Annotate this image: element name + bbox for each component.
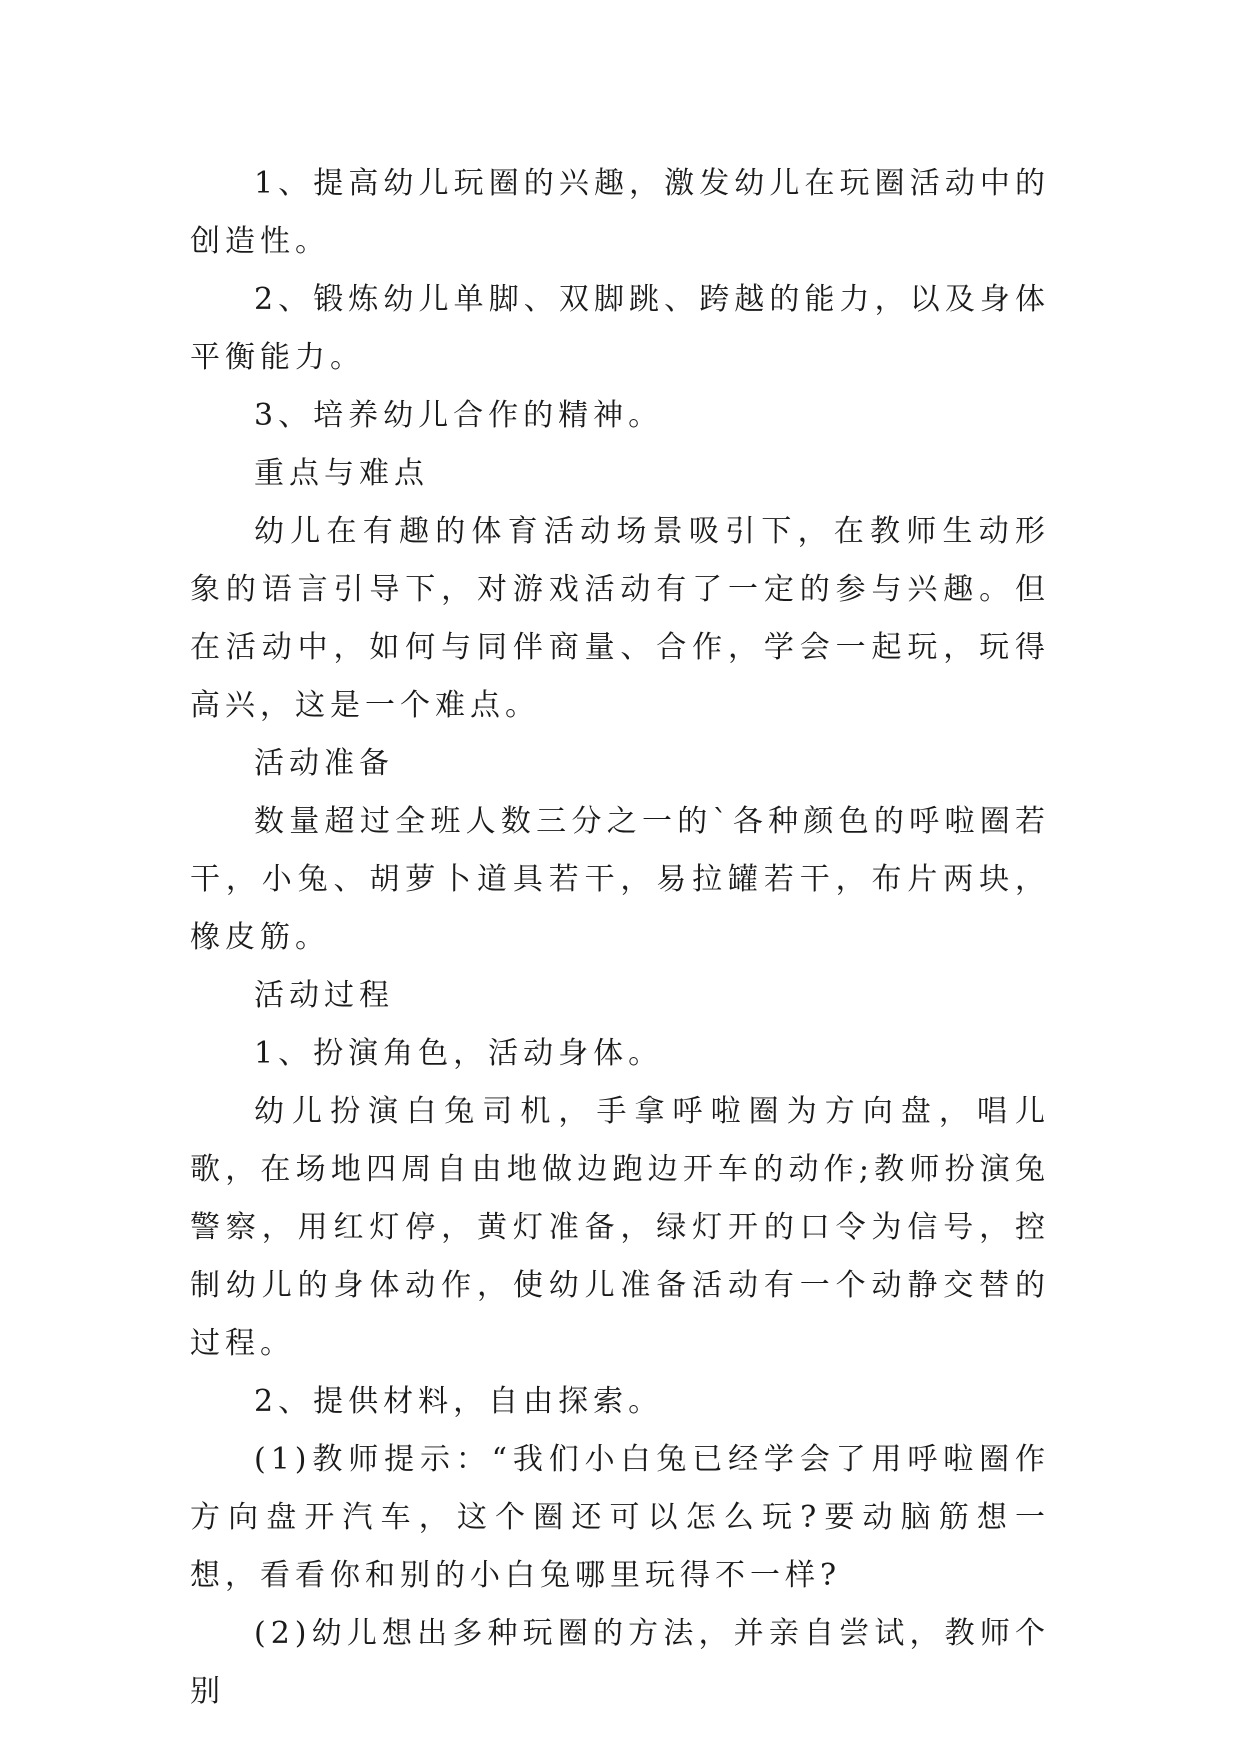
heading-key-points: 重点与难点 bbox=[254, 456, 429, 491]
document-body bbox=[190, 155, 1050, 1721]
paragraph-key-points: 幼儿在有趣的体育活动场景吸引下，在教师生动形象的语言引导下，对游戏活动有了一定的参与兴趣。但在活动中，如何与同伴商量、合作，学会一起玩，玩得高兴，这是一个难点。 bbox=[190, 514, 1050, 723]
paragraph-step-2-sub-2: (2)幼儿想出多种玩圈的方法，并亲自尝试，教师个别 bbox=[190, 1616, 1050, 1709]
heading-preparation: 活动准备 bbox=[254, 746, 394, 781]
paragraph-goal-3: 3、培养幼儿合作的精神。 bbox=[254, 398, 664, 433]
paragraph-step-1-detail: 幼儿扮演白兔司机，手拿呼啦圈为方向盘，唱儿歌，在场地四周自由地做边跑边开车的动作;教师扮演兔警察，用红灯停，黄灯准备，绿灯开的口令为信号，控制幼儿的身体动作，使幼儿准备活动有一个动静交替的过程。 bbox=[190, 1094, 1050, 1361]
paragraph-step-1: 1、扮演角色，活动身体。 bbox=[254, 1036, 664, 1071]
paragraph-goal-1: 1、提高幼儿玩圈的兴趣，激发幼儿在玩圈活动中的创造性。 bbox=[190, 166, 1050, 259]
paragraph-goal-2: 2、锻炼幼儿单脚、双脚跳、跨越的能力，以及身体平衡能力。 bbox=[190, 282, 1050, 375]
heading-process: 活动过程 bbox=[254, 978, 394, 1013]
paragraph-step-2-sub-1: (1)教师提示：“我们小白兔已经学会了用呼啦圈作方向盘开汽车，这个圈还可以怎么玩?要动脑筋想一想，看看你和别的小白兔哪里玩得不一样? bbox=[190, 1442, 1050, 1593]
paragraph-preparation: 数量超过全班人数三分之一的`各种颜色的呼啦圈若干，小兔、胡萝卜道具若干，易拉罐若干，布片两块，橡皮筋。 bbox=[190, 804, 1050, 955]
paragraph-step-2: 2、提供材料，自由探索。 bbox=[254, 1384, 664, 1419]
